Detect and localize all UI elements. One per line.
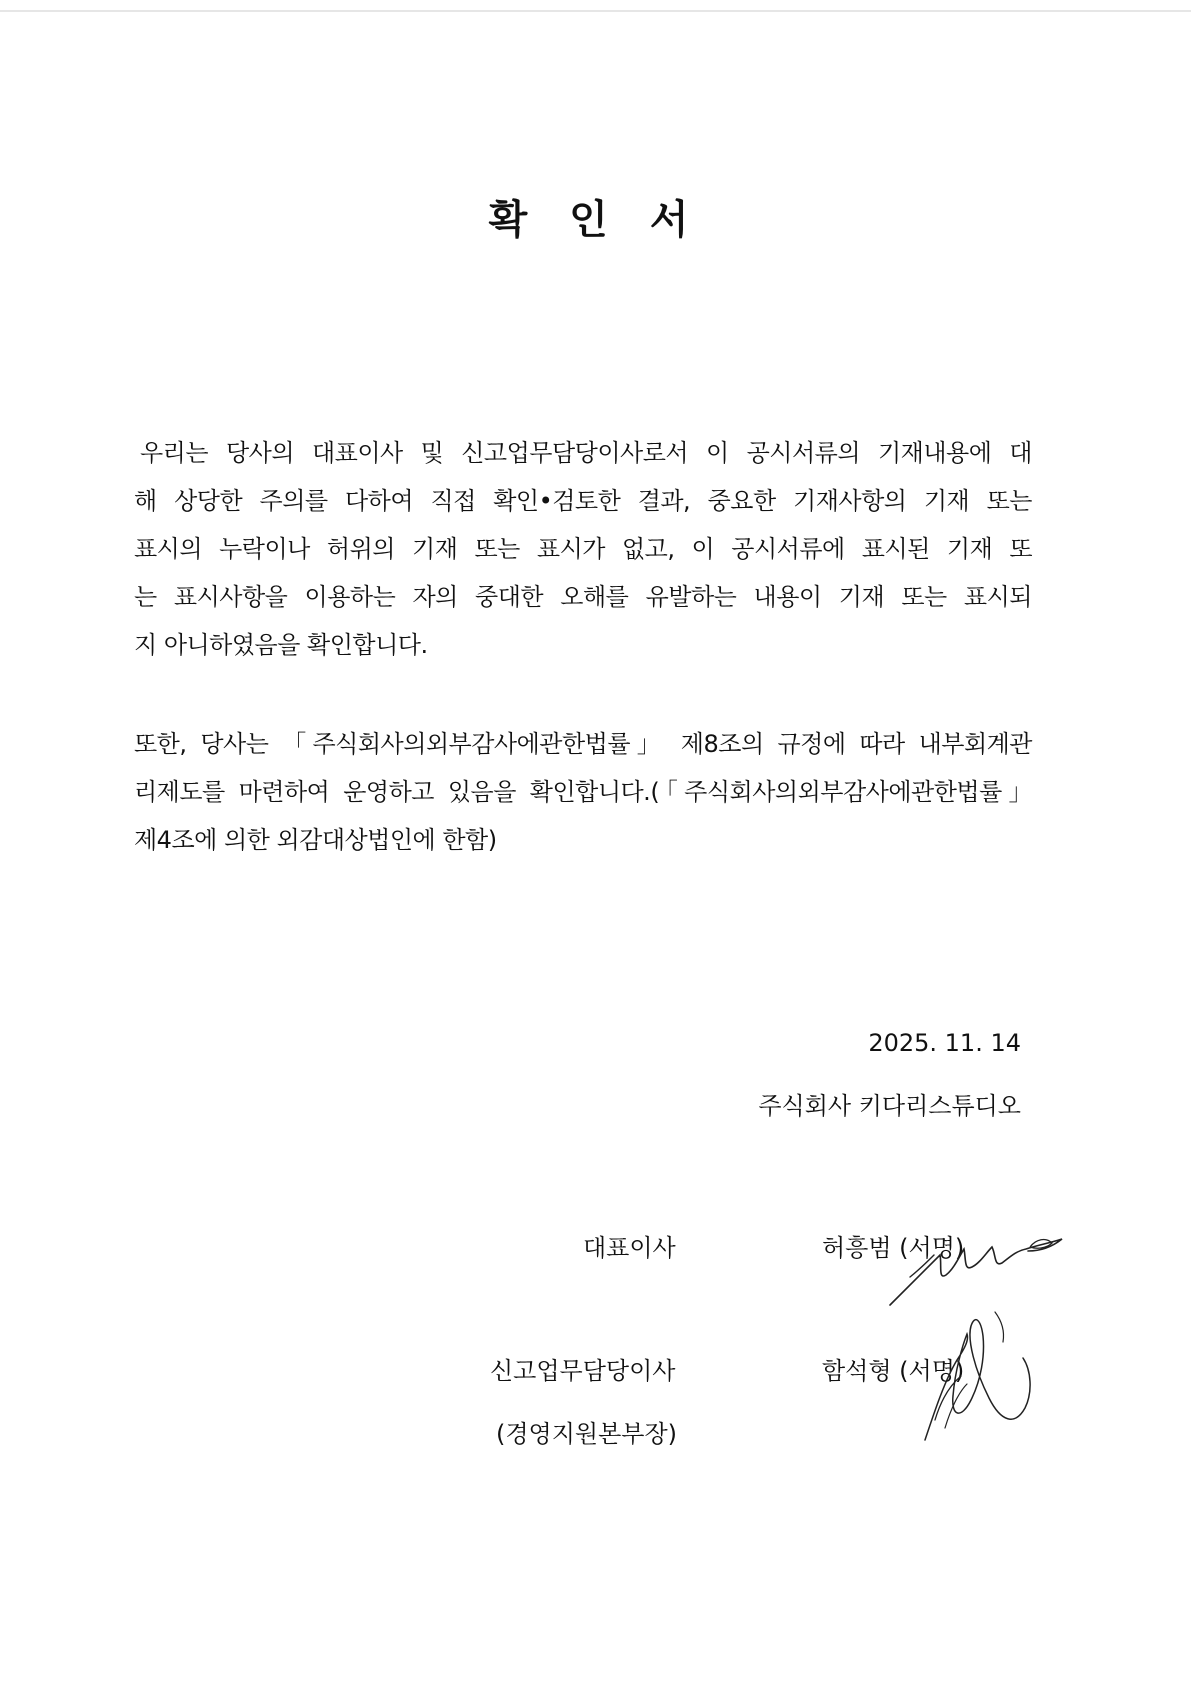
- document-title: 확 인 서: [488, 197, 703, 243]
- internal-control-paragraph: [134, 720, 1032, 864]
- ceo-name: 허흥범 (서명): [822, 1234, 965, 1262]
- cfo-role-label: 신고업무담당이사: [490, 1357, 676, 1385]
- paragraph-line: 리제도를 마련하여 운영하고 있음을 확인합니다.(「주식회사의외부감사에관한법률」: [134, 778, 1032, 806]
- paragraph-line: 우리는 당사의 대표이사 및 신고업무담당이사로서 이 공시서류의 기재내용에 대: [140, 439, 1032, 467]
- confirmation-paragraph: [134, 429, 1032, 669]
- paragraph-line: 해 상당한 주의를 다하여 직접 확인•검토한 결과, 중요한 기재사항의 기재 또는: [134, 487, 1032, 515]
- paragraph-line: 제4조에 의한 외감대상법인에 한함): [134, 826, 497, 854]
- ceo-role-label: 대표이사: [583, 1234, 676, 1262]
- paragraph-line: 지 아니하였음을 확인합니다.: [134, 631, 428, 659]
- cfo-name: 함석형 (서명): [822, 1357, 965, 1385]
- paragraph-line: 는 표시사항을 이용하는 자의 중대한 오해를 유발하는 내용이 기재 또는 표시되: [134, 583, 1032, 611]
- scan-edge-line: [0, 10, 1191, 12]
- company-name: 주식회사 키다리스튜디오: [758, 1092, 1021, 1120]
- document-date: 2025. 11. 14: [868, 1029, 1021, 1057]
- paragraph-line: 또한, 당사는 「주식회사의외부감사에관한법률」 제8조의 규정에 따라 내부회계관: [134, 730, 1032, 758]
- cfo-signature-icon: [905, 1300, 1055, 1450]
- cfo-role-note: (경영지원본부장): [496, 1420, 678, 1448]
- paragraph-line: 표시의 누락이나 허위의 기재 또는 표시가 없고, 이 공시서류에 표시된 기재 또: [134, 535, 1032, 563]
